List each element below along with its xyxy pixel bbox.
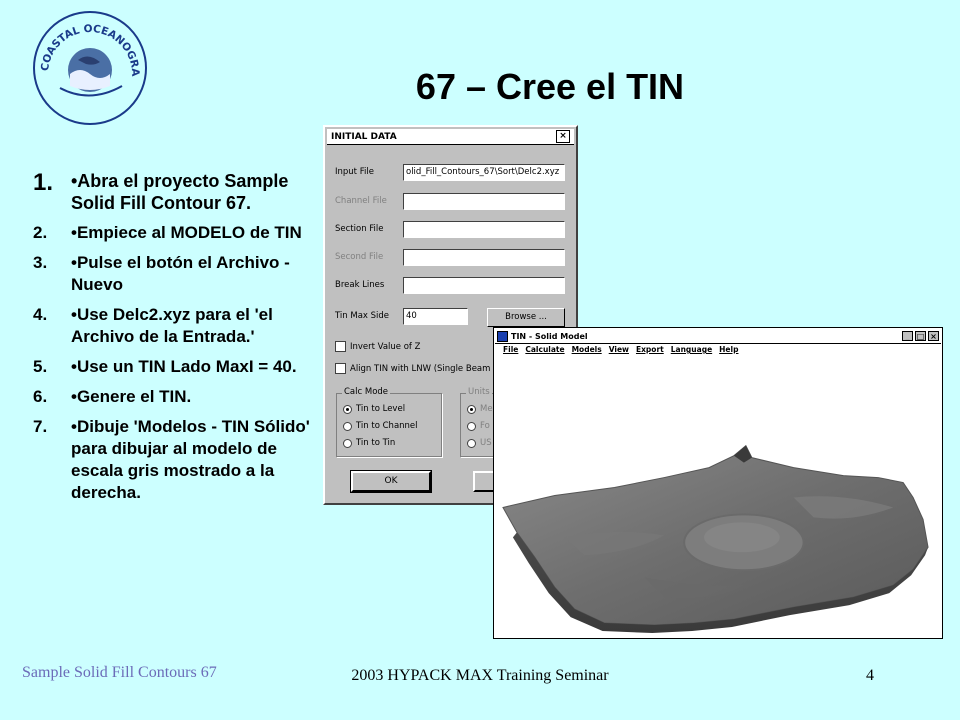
step-text: •Dibuje 'Modelos - TIN Sólido' para dibujar al modelo de escala gris mostrado a la derecha. [71,417,310,502]
step-text: •Pulse el botón el Archivo - Nuevo [71,253,290,294]
radio-label: US [480,438,492,448]
step-item [33,252,318,296]
solid-model-canvas[interactable] [495,358,941,637]
window-controls [902,331,939,341]
footer-seminar: 2003 HYPACK MAX Training Seminar [351,667,609,684]
page-number: 4 [866,667,874,684]
checkbox-box[interactable] [335,341,346,352]
minimize-icon[interactable]: _ [902,331,913,341]
step-number: 6. [33,387,48,406]
step-number: 3. [33,253,48,272]
step-item [33,356,318,378]
section-file-field[interactable] [403,221,565,238]
steps-list [33,170,318,512]
break-lines-row [335,277,571,295]
window-title-group [497,331,588,342]
step-number: 2. [33,223,48,242]
radio-dot[interactable] [467,439,476,448]
step-text: •Genere el TIN. [71,387,192,406]
checkbox-box[interactable] [335,363,346,374]
step-item [33,222,318,244]
radio-tin-to-tin[interactable] [343,438,395,448]
step-item [33,304,318,348]
menu-export[interactable]: Export [635,345,664,354]
step-text: •Empiece al MODELO de TIN [71,223,302,242]
menu-bar [495,345,941,357]
svg-text:COASTAL OCEANOGRAPHICS INC.: COASTAL OCEANOGRA [39,22,142,77]
radio-dot[interactable] [343,422,352,431]
tin-max-side-field[interactable]: 40 [403,308,468,325]
second-file-label: Second File [335,252,384,262]
close-icon[interactable]: × [928,331,939,341]
dialog-title: INITIAL DATA [331,131,397,142]
browse-button[interactable]: Browse ... [487,308,565,327]
ok-button[interactable]: OK [351,471,431,492]
section-file-label: Section File [335,224,384,234]
menu-language[interactable]: Language [670,345,713,354]
radio-tin-to-channel[interactable] [343,421,418,431]
slide-title: 67 – Cree el TIN [415,66,685,107]
radio-label: Tin to Level [356,404,406,414]
radio-label: Tin to Tin [356,438,396,448]
second-file-field[interactable] [403,249,565,266]
align-tin-label: Align TIN with LNW (Single Beam [350,363,491,374]
logo-emblem [30,8,150,128]
close-icon[interactable]: × [556,130,570,143]
tin-solid-model-window [493,327,943,639]
step-number: 4. [33,305,48,324]
radio-units-1[interactable] [467,404,493,414]
menu-calculate[interactable]: Calculate [525,345,565,354]
invert-z-checkbox[interactable] [335,341,420,352]
menu-file[interactable]: File [503,345,519,354]
channel-file-field[interactable] [403,193,565,210]
input-file-field[interactable]: olid_Fill_Contours_67\Sort\Delc2.xyz [403,164,565,181]
radio-dot[interactable] [467,405,476,414]
step-item [33,416,318,504]
radio-dot[interactable] [467,422,476,431]
step-number: 1. [33,169,54,196]
channel-file-label: Channel File [335,196,387,206]
menu-help[interactable]: Help [719,345,739,354]
tin-max-side-row [335,308,571,326]
step-item [33,170,318,214]
radio-label: Tin to Channel [356,421,418,431]
step-text: •Abra el proyecto Sample Solid Fill Contour 67. [71,171,289,213]
calc-mode-group [336,387,442,457]
radio-dot[interactable] [343,439,352,448]
menu-models[interactable]: Models [571,345,602,354]
second-file-row [335,249,571,267]
window-titlebar[interactable] [495,329,941,344]
radio-label: Fo [480,421,490,431]
dialog-titlebar[interactable] [327,129,574,145]
input-file-row [335,164,571,182]
units-title: Units [468,387,490,397]
app-icon[interactable] [497,331,508,342]
grayscale-tin-model [495,358,941,637]
align-tin-checkbox[interactable] [335,363,490,374]
menu-view[interactable]: View [608,345,629,354]
input-file-label: Input File [335,167,374,177]
radio-units-2[interactable] [467,421,490,431]
radio-units-3[interactable] [467,438,492,448]
break-lines-label: Break Lines [335,280,385,290]
section-file-row [335,221,571,239]
step-number: 7. [33,417,48,436]
radio-label: Me [480,404,493,414]
invert-z-label: Invert Value of Z [350,341,421,352]
radio-dot[interactable] [343,405,352,414]
calc-mode-title: Calc Mode [344,387,389,397]
channel-file-row [335,193,571,211]
break-lines-field[interactable] [403,277,565,294]
radio-tin-to-level[interactable] [343,404,405,414]
footer-project-name: Sample Solid Fill Contours 67 [22,664,217,681]
tin-max-side-label: Tin Max Side [335,311,390,321]
step-text: •Use Delc2.xyz para el 'el Archivo de la Entrada.' [71,305,273,346]
company-logo [30,8,150,128]
step-item [33,386,318,408]
step-number: 5. [33,357,48,376]
maximize-icon[interactable]: □ [916,332,925,341]
window-title: TIN - Solid Model [511,331,588,341]
step-text: •Use un TIN Lado MaxI = 40. [71,357,297,376]
